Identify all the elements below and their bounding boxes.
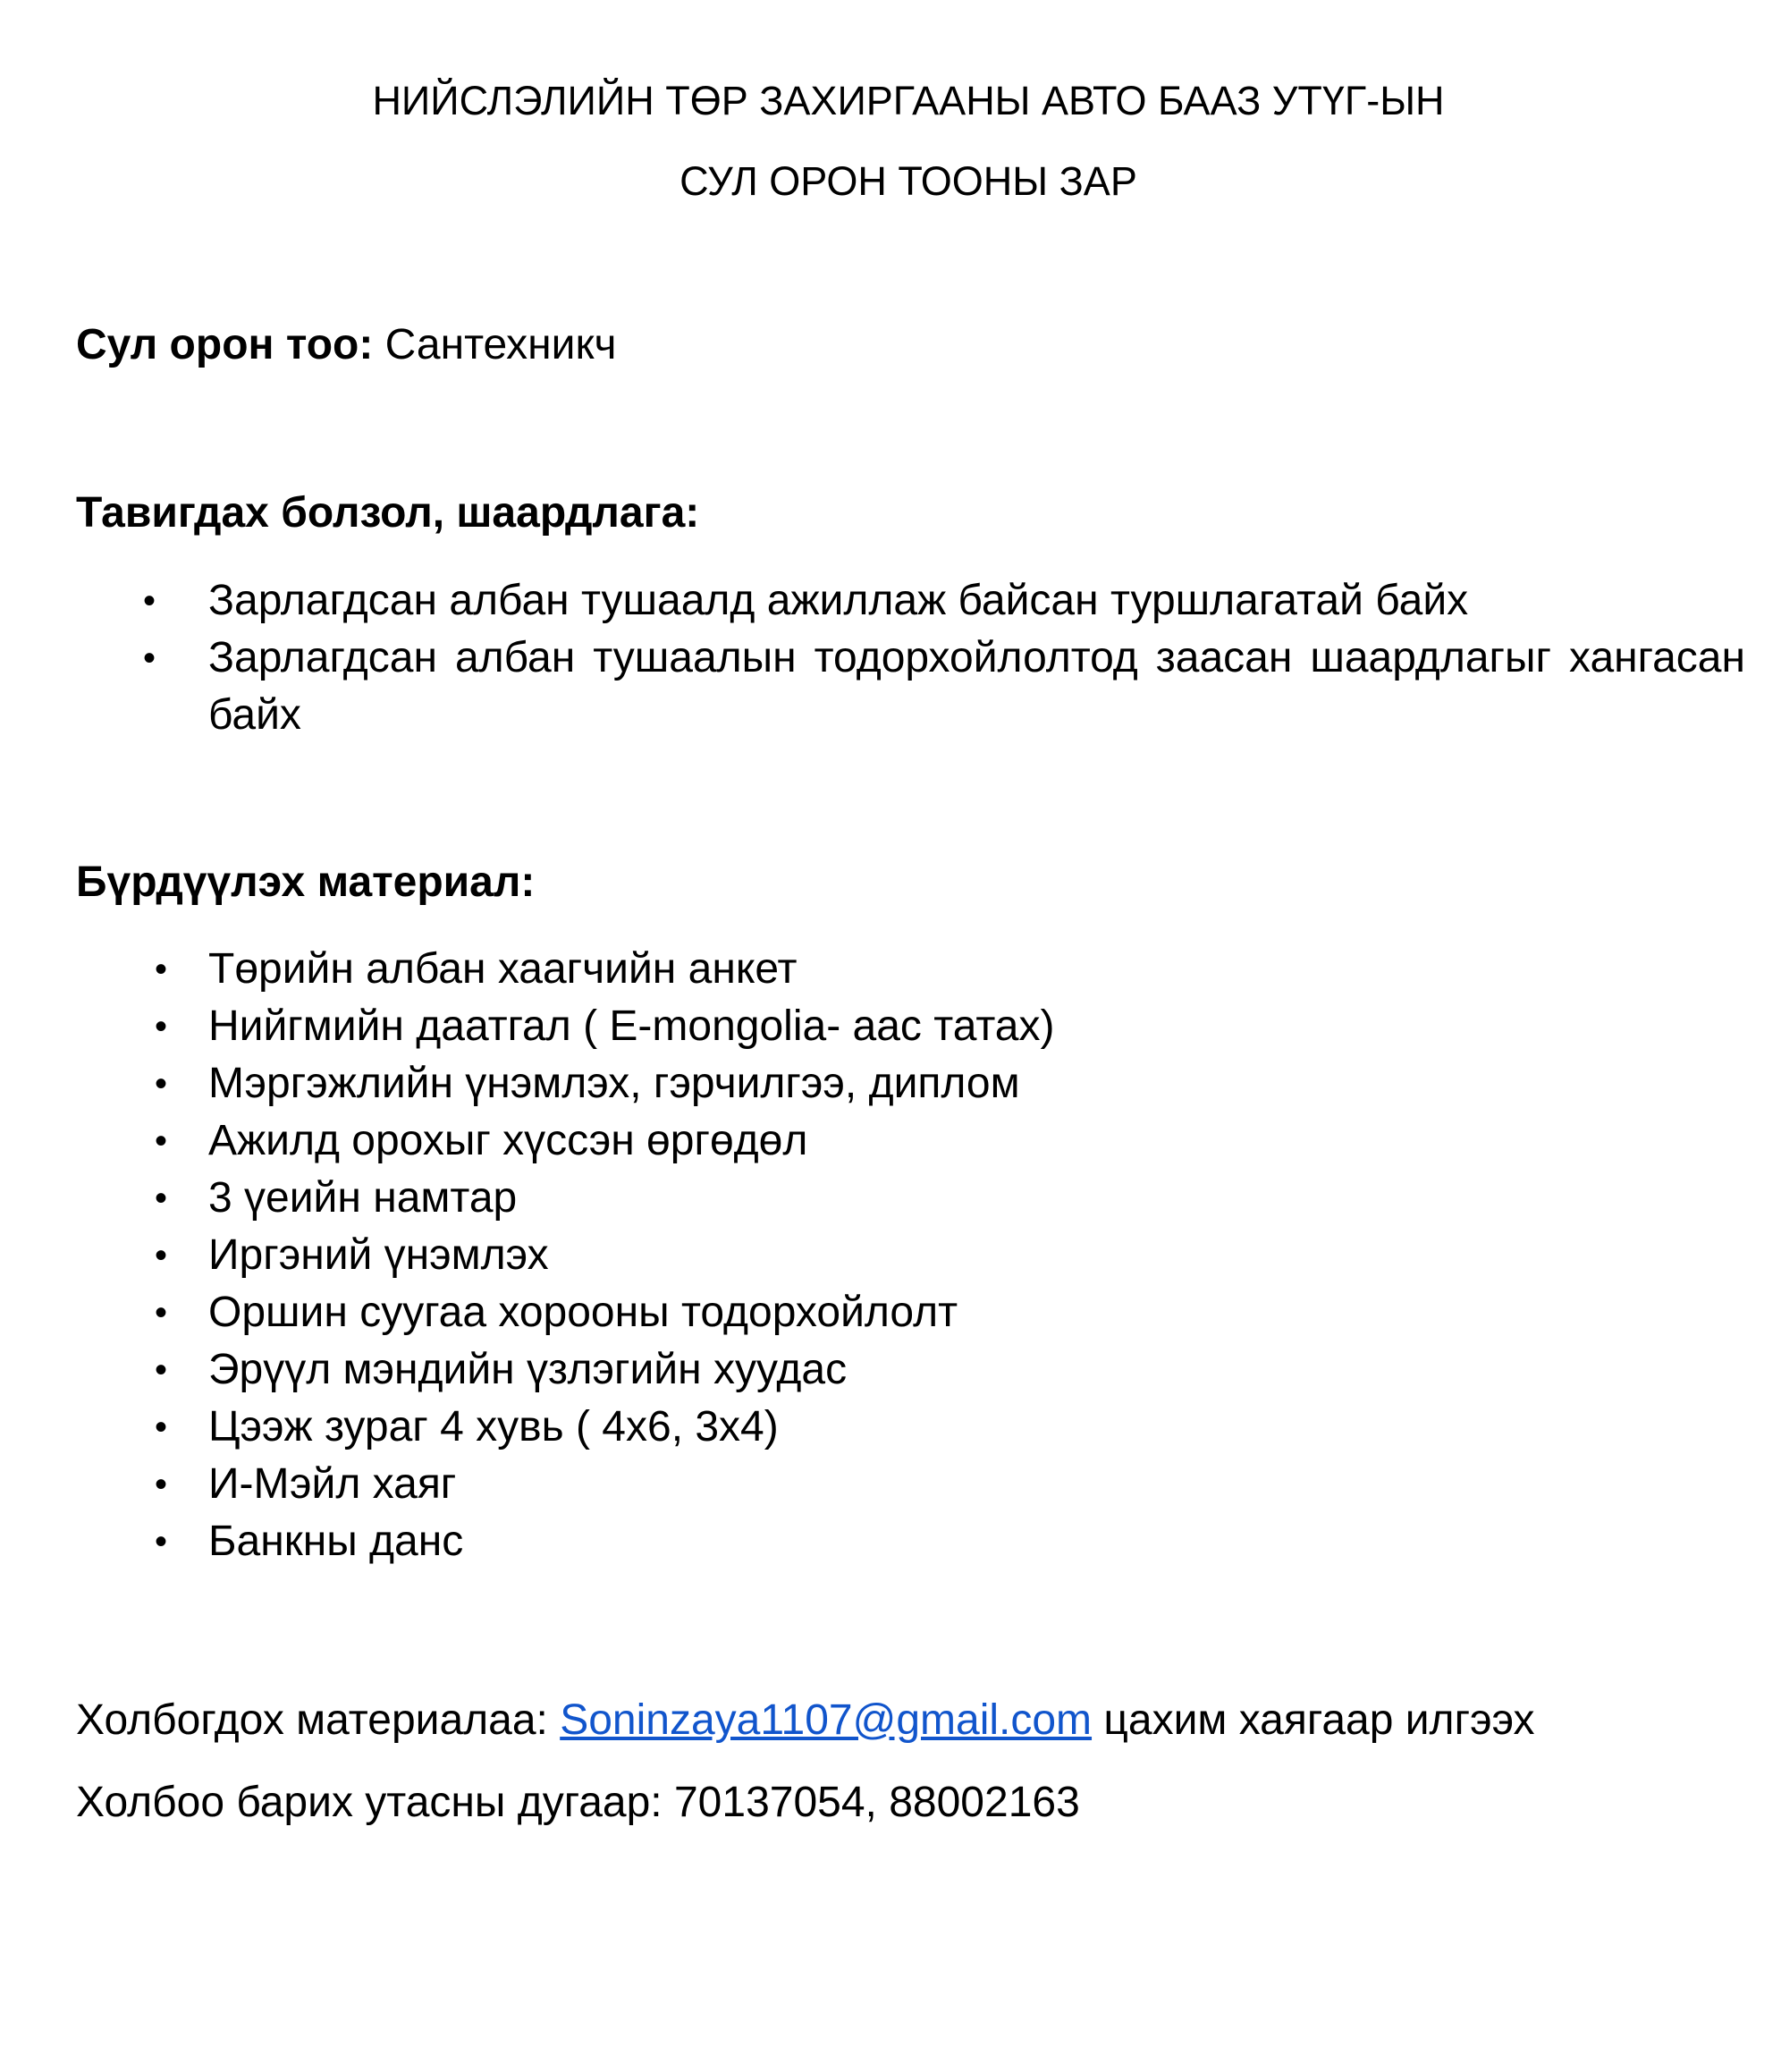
email-link[interactable]: Soninzaya1107@gmail.com (560, 1696, 1093, 1744)
bullet-icon: • (154, 1179, 167, 1218)
list-item (0, 1284, 1745, 1341)
material-text: Банкны данс (208, 1518, 464, 1565)
list-item (0, 1341, 1745, 1399)
vacancy-value: Сантехникч (373, 321, 617, 368)
list-item (0, 1456, 1745, 1513)
material-text: Цээж зураг 4 хувь ( 4х6, 3х4) (208, 1403, 779, 1450)
material-text: Ажилд орохыг хүссэн өргөдөл (208, 1117, 808, 1164)
bullet-icon: • (143, 581, 156, 621)
material-text: Иргэний үнэмлэх (208, 1231, 549, 1279)
requirements-heading: Тавигдах болзол, шаардлага: (76, 489, 700, 537)
bullet-icon: • (154, 1408, 167, 1447)
material-text: Мэргэжлийн үнэмлэх, гэрчилгээ, диплом (208, 1060, 1020, 1107)
material-text: Төрийн албан хаагчийн анкет (208, 945, 798, 993)
requirement-text: Зарлагдсан албан тушаалд ажиллаж байсан туршлагатай байх (208, 577, 1469, 624)
header-title-line-1: НИЙСЛЭЛИЙН ТӨР ЗАХИРГААНЫ АВТО БААЗ УТҮГ-ЫН (372, 78, 1445, 123)
bullet-icon: • (143, 639, 156, 678)
bullet-icon: • (154, 1465, 167, 1504)
vacancy-line (76, 321, 617, 368)
list-item (0, 1399, 1745, 1456)
contact-materials-line (76, 1696, 1535, 1744)
list-item (0, 630, 1745, 744)
list-item (0, 1112, 1745, 1170)
header-title-line-2: СУЛ ОРОН ТООНЫ ЗАР (679, 158, 1137, 204)
bullet-icon: • (154, 1007, 167, 1046)
contact-materials-suffix: цахим хаягаар илгээх (1092, 1696, 1535, 1744)
bullet-icon: • (154, 1121, 167, 1161)
bullet-icon: • (154, 1293, 167, 1332)
material-text: Нийгмийн даатгал ( E-mongolia- аас татах) (208, 1002, 1055, 1050)
material-text: Эрүүл мэндийн үзлэгийн хуудас (208, 1346, 848, 1393)
list-item (0, 1227, 1745, 1284)
materials-heading: Бүрдүүлэх материал: (76, 858, 536, 906)
requirements-list (0, 572, 1745, 744)
bullet-icon: • (154, 1350, 167, 1390)
vacancy-label: Сул орон тоо: (76, 321, 374, 368)
list-item (0, 1513, 1745, 1570)
list-item (0, 572, 1745, 630)
contact-phone-line: Холбоо барих утасны дугаар: 70137054, 88002163 (76, 1779, 1080, 1826)
list-item (0, 1055, 1745, 1112)
bullet-icon: • (154, 1064, 167, 1104)
list-item (0, 998, 1745, 1055)
material-text: Оршин суугаа хорооны тодорхойлолт (208, 1289, 958, 1336)
bullet-icon: • (154, 950, 167, 989)
bullet-icon: • (154, 1236, 167, 1275)
requirement-text: Зарлагдсан албан тушаалын тодорхойлолтод заасан шаардлагыг хангасан байх (208, 634, 1745, 739)
list-item (0, 1170, 1745, 1227)
material-text: 3 үеийн намтар (208, 1174, 518, 1222)
list-item (0, 941, 1745, 998)
material-text: И-Мэйл хаяг (208, 1460, 457, 1508)
bullet-icon: • (154, 1522, 167, 1561)
contact-materials-prefix: Холбогдох материалаа: (76, 1696, 561, 1744)
materials-list (0, 941, 1745, 1570)
